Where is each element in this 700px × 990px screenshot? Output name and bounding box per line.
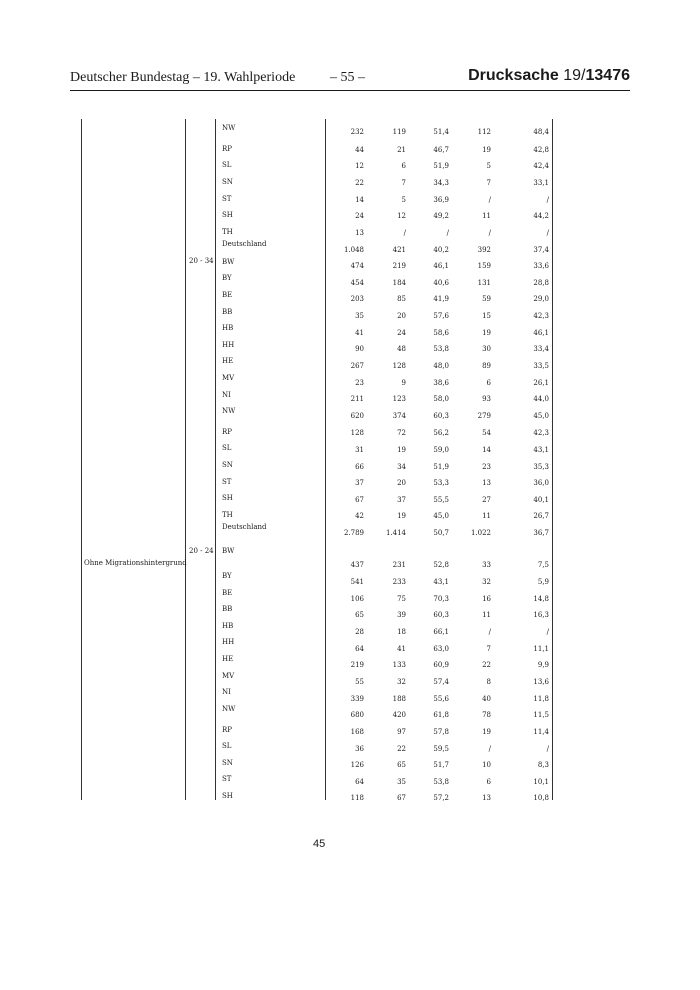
table-cell-value: 6 — [486, 379, 491, 387]
table-cell-land: NW — [222, 124, 236, 132]
table-cell-value: 46,1 — [533, 329, 549, 337]
table-cell-value: 13 — [482, 479, 491, 487]
table-cell-land: ST — [222, 775, 232, 783]
table-cell-value: 5 — [486, 162, 491, 170]
table-cell-value: 22 — [397, 745, 406, 753]
table-cell-value: 119 — [392, 128, 406, 136]
table-cell-value: / — [546, 628, 549, 636]
table-cell-value: 41,9 — [433, 295, 449, 303]
table-cell-value: 54 — [482, 429, 491, 437]
table-cell-value: 35 — [355, 312, 364, 320]
table-cell-value: 620 — [350, 412, 364, 420]
age-group-label: 20 - 24 — [189, 547, 214, 555]
table-cell-land: SN — [222, 759, 233, 767]
table-cell-value: 41 — [397, 645, 406, 653]
table-cell-value: / — [546, 196, 549, 204]
table-cell-value: 11,5 — [533, 711, 549, 719]
table-cell-value: 33,4 — [533, 345, 549, 353]
table-cell-land: HH — [222, 638, 235, 646]
table-cell-value: / — [488, 745, 491, 753]
table-cell-value: 7 — [486, 179, 491, 187]
table-cell-value: 231 — [392, 561, 406, 569]
table-cell-value: 42,3 — [533, 312, 549, 320]
table-cell-value: 44,2 — [533, 212, 549, 220]
table-cell-value: 211 — [350, 395, 364, 403]
table-cell-value: 65 — [397, 761, 406, 769]
table-cell-land: Deutschland — [222, 240, 267, 248]
table-cell-value: / — [488, 628, 491, 636]
table-cell-land: HE — [222, 357, 234, 365]
table-cell-value: 55 — [355, 678, 364, 686]
table-cell-value: 10 — [482, 761, 491, 769]
table-cell-value: 43,1 — [433, 578, 449, 586]
table-cell-value: 40,2 — [433, 246, 449, 254]
table-cell-value: 23 — [355, 379, 364, 387]
table-cell-value: 37 — [397, 496, 406, 504]
table-cell-value: 64 — [355, 645, 364, 653]
table-cell-value: 35,3 — [533, 463, 549, 471]
table-cell-value: 15 — [482, 312, 491, 320]
table-cell-value: 13 — [355, 229, 364, 237]
table-cell-value: 38,6 — [433, 379, 449, 387]
table-cell-value: 188 — [392, 695, 406, 703]
table-cell-value: 33,5 — [533, 362, 549, 370]
table-cell-value: 70,3 — [433, 595, 449, 603]
table-cell-value: 93 — [482, 395, 491, 403]
table-cell-value: 64 — [355, 778, 364, 786]
table-cell-value: 57,6 — [433, 312, 449, 320]
print-label: Drucksache — [468, 67, 559, 84]
table-cell-value: 392 — [477, 246, 491, 254]
table-cell-value: 44 — [355, 146, 364, 154]
table-cell-value: 46,1 — [433, 262, 449, 270]
table-cell-value: 48 — [397, 345, 406, 353]
table-cell-land: NW — [222, 407, 236, 415]
table-cell-value: 128 — [350, 429, 364, 437]
table-cell-land: TH — [222, 511, 233, 519]
table-cell-value: 159 — [477, 262, 491, 270]
table-cell-value: 12 — [355, 162, 364, 170]
table-cell-land: BB — [222, 605, 233, 613]
table-cell-value: 14 — [482, 446, 491, 454]
table-cell-value: 19 — [482, 728, 491, 736]
table-cell-value: 131 — [477, 279, 491, 287]
table-cell-value: 45,0 — [533, 412, 549, 420]
table-cell-value: 232 — [350, 128, 364, 136]
table-cell-value: 42 — [355, 512, 364, 520]
table-cell-value: 53,8 — [433, 778, 449, 786]
table-cell-value: 14,8 — [533, 595, 549, 603]
table-cell-value: 48,4 — [533, 128, 549, 136]
table-cell-value: 219 — [350, 661, 364, 669]
table-cell-land: HB — [222, 622, 234, 630]
table-cell-land: NI — [222, 688, 231, 696]
table-cell-value: 56,2 — [433, 429, 449, 437]
table-border-right — [552, 119, 553, 800]
table-cell-value: 36,9 — [433, 196, 449, 204]
table-cell-value: 60,9 — [433, 661, 449, 669]
table-cell-value: 55,6 — [433, 695, 449, 703]
table-cell-value: 421 — [392, 246, 406, 254]
table-cell-value: 42,8 — [533, 146, 549, 154]
table-cell-value: 32 — [482, 578, 491, 586]
table-cell-value: 57,8 — [433, 728, 449, 736]
table-cell-land: SH — [222, 211, 233, 219]
table-cell-land: ST — [222, 195, 232, 203]
table-cell-land: RP — [222, 726, 232, 734]
table-cell-value: 16,3 — [533, 611, 549, 619]
table-cell-value: 19 — [482, 329, 491, 337]
print-number: 13476 — [585, 67, 630, 84]
table-cell-value: 1.022 — [470, 529, 491, 537]
table-cell-value: 24 — [355, 212, 364, 220]
table-cell-value: 32 — [397, 678, 406, 686]
table-cell-value: 279 — [477, 412, 491, 420]
table-cell-value: 203 — [350, 295, 364, 303]
table-cell-value: 55,5 — [433, 496, 449, 504]
table-cell-value: 8 — [486, 678, 491, 686]
table-cell-value: 89 — [482, 362, 491, 370]
table-cell-value: 51,9 — [433, 162, 449, 170]
table-cell-land: SN — [222, 178, 233, 186]
table-cell-land: BE — [222, 291, 233, 299]
table-cell-value: 22 — [482, 661, 491, 669]
table-cell-value: 58,0 — [433, 395, 449, 403]
table-cell-value: 9 — [401, 379, 406, 387]
table-cell-value: 168 — [350, 728, 364, 736]
table-cell-value: 1.414 — [385, 529, 406, 537]
table-cell-value: 26,7 — [533, 512, 549, 520]
table-cell-value: / — [403, 229, 406, 237]
table-cell-land: SH — [222, 792, 233, 800]
table-cell-value: 22 — [355, 179, 364, 187]
table-cell-land: SL — [222, 161, 232, 169]
table-cell-land: HE — [222, 655, 234, 663]
table-cell-value: / — [488, 196, 491, 204]
table-cell-value: 36,7 — [533, 529, 549, 537]
table-cell-value: 51,7 — [433, 761, 449, 769]
table-cell-land: BB — [222, 308, 233, 316]
table-cell-value: 34,3 — [433, 179, 449, 187]
table-cell-value: 11,1 — [533, 645, 549, 653]
age-group-label: 20 - 34 — [189, 257, 214, 265]
table-cell-value: 5,9 — [537, 578, 549, 586]
table-cell-value: 19 — [482, 146, 491, 154]
table-cell-value: 46,7 — [433, 146, 449, 154]
table-cell-value: 60,3 — [433, 412, 449, 420]
table-cell-value: 57,2 — [433, 794, 449, 802]
table-cell-value: 33,6 — [533, 262, 549, 270]
document-header-title: Deutscher Bundestag – 19. Wahlperiode — [70, 70, 296, 85]
table-cell-value: 30 — [482, 345, 491, 353]
table-cell-value: 10,1 — [533, 778, 549, 786]
table-cell-value: 67 — [397, 794, 406, 802]
table-cell-value: 37 — [355, 479, 364, 487]
table-cell-value: / — [546, 229, 549, 237]
table-cell-land: TH — [222, 228, 233, 236]
table-cell-value: 18 — [397, 628, 406, 636]
table-cell-value: 35 — [397, 778, 406, 786]
table-cell-value: 13,6 — [533, 678, 549, 686]
table-cell-value: 36,0 — [533, 479, 549, 487]
table-cell-value: 51,9 — [433, 463, 449, 471]
table-cell-land: SN — [222, 461, 233, 469]
table-cell-value: 45,0 — [433, 512, 449, 520]
table-cell-value: 374 — [392, 412, 406, 420]
table-cell-value: 78 — [482, 711, 491, 719]
table-cell-value: 26,1 — [533, 379, 549, 387]
table-divider-group — [185, 119, 186, 800]
table-cell-value: 44,0 — [533, 395, 549, 403]
table-cell-value: 51,4 — [433, 128, 449, 136]
table-cell-value: 24 — [397, 329, 406, 337]
table-border-left — [81, 119, 82, 800]
table-cell-value: 21 — [397, 146, 406, 154]
table-cell-value: 13 — [482, 794, 491, 802]
table-cell-value: 40 — [482, 695, 491, 703]
table-cell-value: 112 — [477, 128, 491, 136]
table-cell-value: 16 — [482, 595, 491, 603]
table-cell-value: 128 — [392, 362, 406, 370]
table-cell-value: 52,8 — [433, 561, 449, 569]
table-cell-value: 60,3 — [433, 611, 449, 619]
table-cell-land: RP — [222, 145, 232, 153]
table-cell-value: 126 — [350, 761, 364, 769]
table-cell-value: 59 — [482, 295, 491, 303]
table-cell-value: 680 — [350, 711, 364, 719]
table-cell-value: 14 — [355, 196, 364, 204]
table-cell-value: 133 — [392, 661, 406, 669]
table-cell-value: 2.789 — [343, 529, 364, 537]
table-cell-land: SL — [222, 444, 232, 452]
table-cell-value: 40,6 — [433, 279, 449, 287]
table-cell-value: 541 — [350, 578, 364, 586]
page-number: 45 — [313, 838, 326, 850]
table-cell-value: 37,4 — [533, 246, 549, 254]
table-cell-value: 7 — [486, 645, 491, 653]
table-cell-value: 1.048 — [343, 246, 364, 254]
table-cell-land: BY — [222, 274, 232, 282]
table-cell-value: 267 — [350, 362, 364, 370]
table-cell-value: 28,8 — [533, 279, 549, 287]
document-print-number — [468, 67, 630, 85]
table-cell-value: 58,6 — [433, 329, 449, 337]
table-cell-value: 11 — [482, 512, 491, 520]
table-cell-land: NI — [222, 391, 231, 399]
table-cell-value: 67 — [355, 496, 364, 504]
table-cell-value: 11,4 — [533, 728, 549, 736]
table-cell-value: 8,3 — [537, 761, 549, 769]
table-cell-value: 19 — [397, 446, 406, 454]
table-cell-value: 219 — [392, 262, 406, 270]
table-cell-value: 31 — [355, 446, 364, 454]
table-cell-value: 42,3 — [533, 429, 549, 437]
table-cell-value: 6 — [486, 778, 491, 786]
table-cell-value: 5 — [401, 196, 406, 204]
table-cell-value: 61,8 — [433, 711, 449, 719]
table-cell-value: 474 — [350, 262, 364, 270]
table-cell-value: / — [488, 229, 491, 237]
table-cell-value: 12 — [397, 212, 406, 220]
table-cell-land: BE — [222, 589, 233, 597]
table-cell-value: 66,1 — [433, 628, 449, 636]
table-cell-value: / — [546, 745, 549, 753]
table-cell-value: 39 — [397, 611, 406, 619]
table-cell-value: 454 — [350, 279, 364, 287]
table-cell-land: BW — [222, 547, 235, 555]
table-cell-value: 66 — [355, 463, 364, 471]
table-cell-value: 19 — [397, 512, 406, 520]
table-cell-value: 85 — [397, 295, 406, 303]
table-cell-value: 11 — [482, 212, 491, 220]
table-cell-value: 437 — [350, 561, 364, 569]
table-cell-value: 50,7 — [433, 529, 449, 537]
table-cell-value: 43,1 — [533, 446, 549, 454]
table-cell-value: 63,0 — [433, 645, 449, 653]
table-cell-value: 57,4 — [433, 678, 449, 686]
print-prefix: 19/ — [558, 67, 586, 84]
table-cell-value: 11,8 — [533, 695, 549, 703]
table-cell-value: 33,1 — [533, 179, 549, 187]
table-cell-value: 53,3 — [433, 479, 449, 487]
table-cell-value: 59,0 — [433, 446, 449, 454]
table-cell-land: HB — [222, 324, 234, 332]
table-divider-age — [215, 119, 216, 800]
table-cell-value: 72 — [397, 429, 406, 437]
table-cell-land: BY — [222, 572, 232, 580]
table-cell-value: 49,2 — [433, 212, 449, 220]
table-cell-value: 48,0 — [433, 362, 449, 370]
table-cell-land: MV — [222, 374, 235, 382]
table-cell-value: 20 — [397, 312, 406, 320]
table-cell-land: HH — [222, 341, 235, 349]
table-cell-land: NW — [222, 705, 236, 713]
table-cell-value: 106 — [350, 595, 364, 603]
table-cell-land: MV — [222, 672, 235, 680]
table-cell-value: 420 — [392, 711, 406, 719]
table-cell-land: BW — [222, 258, 235, 266]
table-cell-value: 23 — [482, 463, 491, 471]
table-cell-value: 41 — [355, 329, 364, 337]
table-cell-value: 118 — [350, 794, 364, 802]
table-cell-value: 9,9 — [537, 661, 549, 669]
table-cell-value: 65 — [355, 611, 364, 619]
table-cell-land: ST — [222, 478, 232, 486]
table-cell-land: SH — [222, 494, 233, 502]
document-page-marker: – 55 – — [330, 70, 365, 85]
table-cell-value: 20 — [397, 479, 406, 487]
table-cell-value: 11 — [482, 611, 491, 619]
table-cell-value: 7,5 — [537, 561, 549, 569]
table-cell-value: / — [446, 229, 449, 237]
table-cell-value: 90 — [355, 345, 364, 353]
table-cell-value: 27 — [482, 496, 491, 504]
table-cell-land: RP — [222, 428, 232, 436]
table-cell-value: 6 — [401, 162, 406, 170]
table-cell-value: 53,8 — [433, 345, 449, 353]
table-cell-value: 28 — [355, 628, 364, 636]
header-rule — [70, 90, 630, 91]
table-cell-value: 59,5 — [433, 745, 449, 753]
table-cell-land: Deutschland — [222, 523, 267, 531]
table-cell-value: 339 — [350, 695, 364, 703]
table-cell-value: 29,0 — [533, 295, 549, 303]
table-cell-value: 75 — [397, 595, 406, 603]
table-cell-value: 123 — [392, 395, 406, 403]
group-label: Ohne Migrationshintergrund — [84, 559, 187, 567]
table-cell-value: 7 — [401, 179, 406, 187]
table-cell-land: SL — [222, 742, 232, 750]
table-cell-value: 10,8 — [533, 794, 549, 802]
table-cell-value: 40,1 — [533, 496, 549, 504]
table-cell-value: 34 — [397, 463, 406, 471]
table-cell-value: 97 — [397, 728, 406, 736]
table-cell-value: 36 — [355, 745, 364, 753]
table-cell-value: 42,4 — [533, 162, 549, 170]
table-cell-value: 33 — [482, 561, 491, 569]
table-cell-value: 233 — [392, 578, 406, 586]
table-cell-value: 184 — [392, 279, 406, 287]
